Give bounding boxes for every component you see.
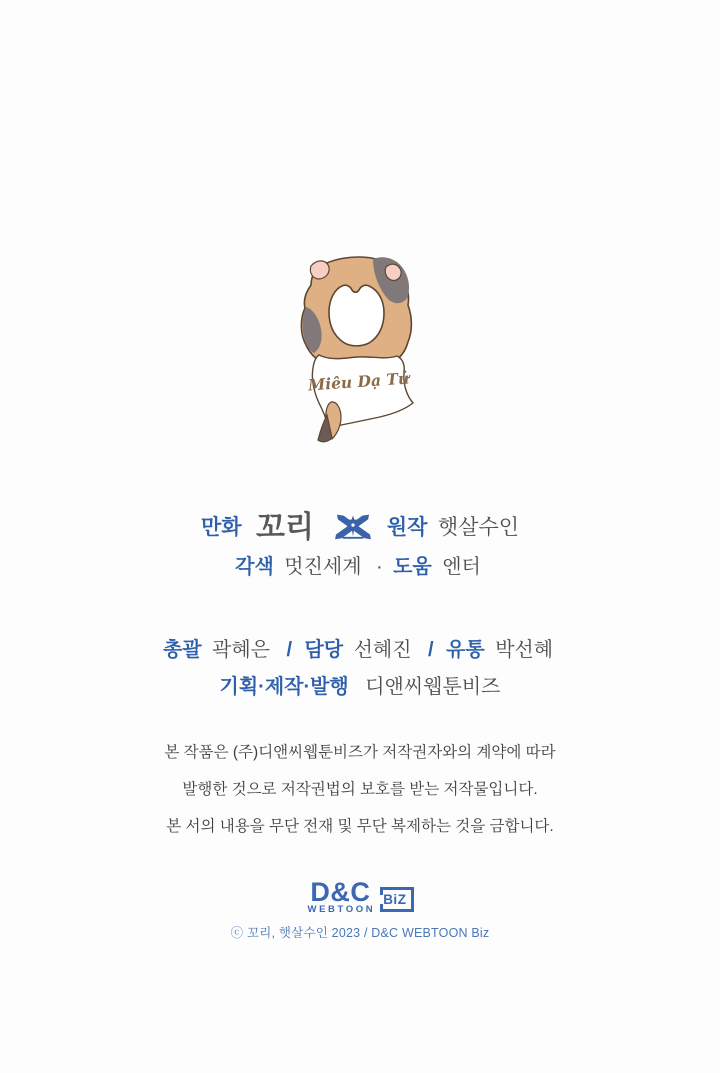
cat-mascot-logo [283, 245, 433, 465]
dnc-wordmark: D&C [310, 877, 371, 907]
damdang-name: 선혜진 [353, 639, 412, 661]
series-title: 꼬리 [255, 511, 314, 544]
credits-line-1 [0, 506, 720, 550]
dnc-wordmark-block [306, 877, 376, 915]
slash-separator: / [427, 639, 434, 661]
yutong-name: 박선혜 [495, 639, 554, 661]
doum-name: 엔터 [442, 556, 481, 578]
doum-role-label: 도움 [393, 556, 432, 578]
chonggwal-role-label: 총괄 [162, 639, 202, 661]
copyright-line: ⓒ 꼬리, 햇살수인 2023 / D&C WEBTOON Biz [230, 926, 490, 940]
damdang-role-label: 담당 [304, 639, 344, 661]
publisher-name: 디앤씨웹툰비즈 [365, 676, 501, 698]
cat-left-ear-inner [310, 261, 329, 279]
webtoon-wordmark: WEBTOON [307, 904, 376, 915]
slash-separator: / [286, 639, 293, 661]
biz-badge: BiZ [380, 887, 414, 912]
notice-line-3: 본 서의 내용을 무단 전재 및 무단 복제하는 것을 금합니다. [166, 818, 554, 835]
chonggwal-name: 곽혜은 [212, 639, 270, 661]
planning-roles-label: 기획·제작·발행 [219, 676, 349, 698]
dot-separator: · [375, 556, 383, 578]
logo-title-text: Miêu Dạ Tử [307, 368, 410, 395]
yutong-role-label: 유통 [446, 639, 485, 661]
credits-line-2 [0, 552, 720, 582]
cat-right-ear-inner [385, 264, 401, 280]
manhwa-role-label: 만화 [200, 516, 242, 539]
notice-line-1: 본 작품은 (주)디앤씨웹툰비즈가 저작권자와의 계약에 따라 [164, 744, 556, 761]
gakseok-name: 멋진세계 [284, 556, 362, 578]
crossed-swords-emblem-icon [332, 509, 374, 543]
copyright-notice [0, 734, 720, 845]
credits-line-3 [0, 634, 720, 666]
gakseok-role-label: 각색 [235, 556, 274, 578]
wonjak-name: 햇살수인 [437, 516, 520, 539]
cat-face-opening [329, 285, 384, 346]
credits-line-4 [0, 671, 720, 703]
notice-line-2: 발행한 것으로 저작권법의 보호를 받는 저작물입니다. [182, 781, 538, 798]
wonjak-role-label: 원작 [386, 516, 428, 539]
publisher-logo [0, 877, 720, 915]
